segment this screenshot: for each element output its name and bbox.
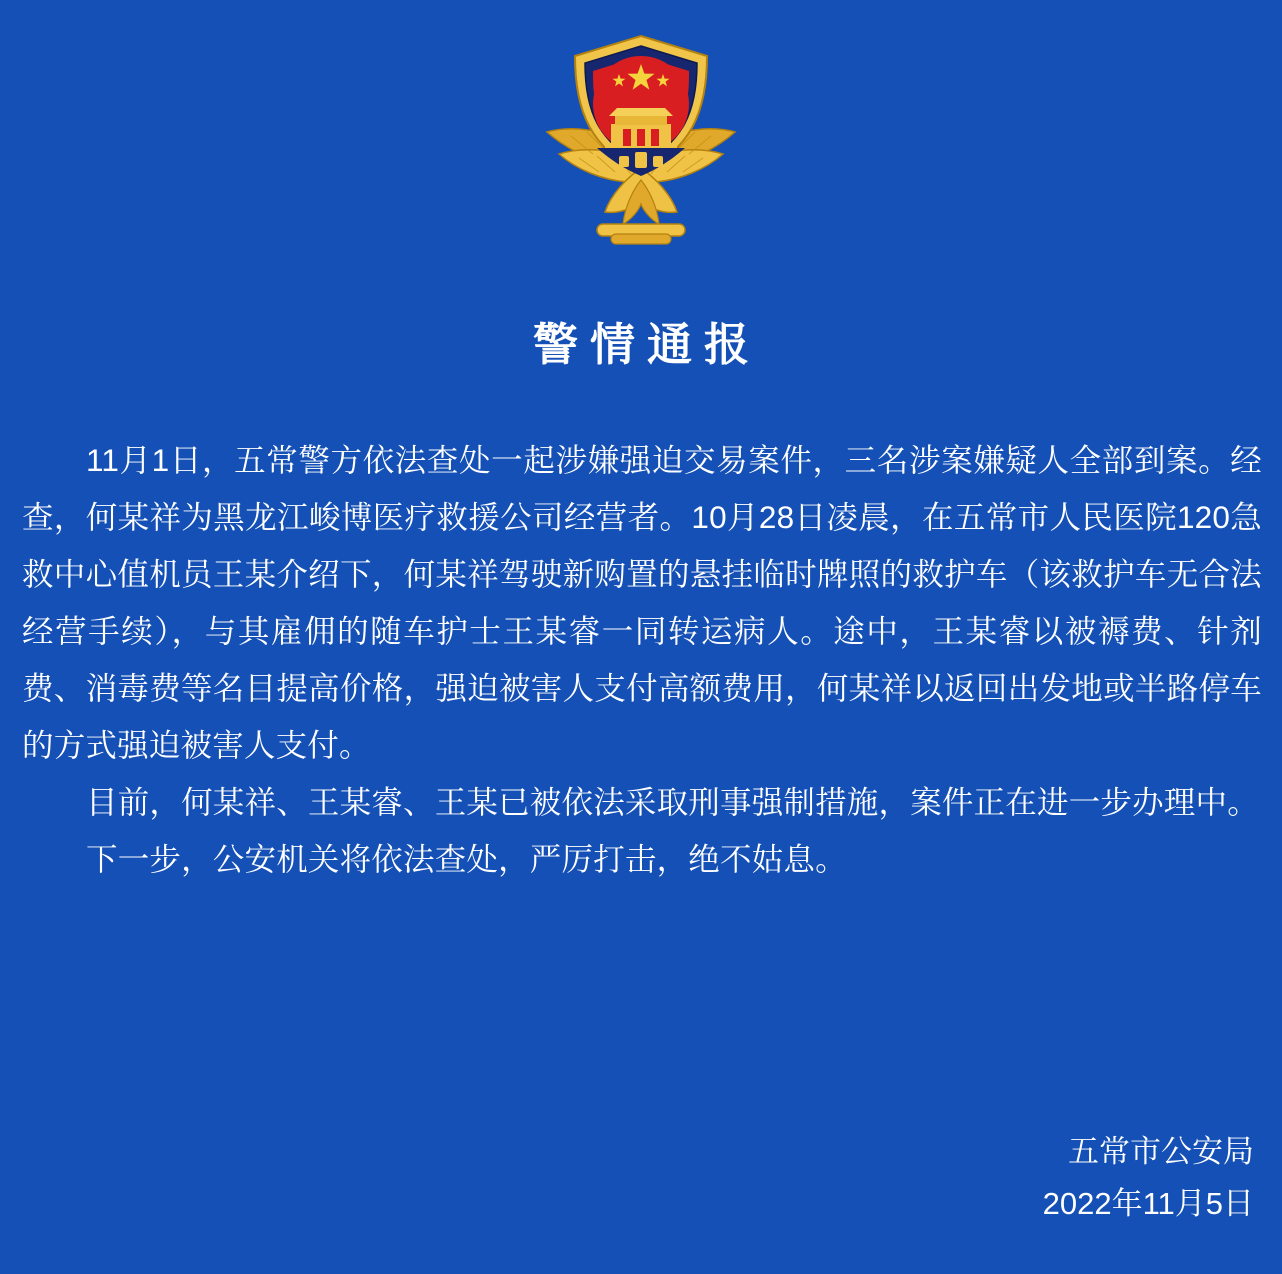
page-title: 警情通报: [532, 320, 761, 370]
china-police-badge-icon: [531, 28, 751, 254]
notice-body: [22, 432, 1262, 888]
notice-paragraph-1: 11月1日，五常警方依法查处一起涉嫌强迫交易案件，三名涉案嫌疑人全部到案。经查，何某祥为黑龙江峻博医疗救援公司经营者。10月28日凌晨，在五常市人民医院120急救中心值机员王某介绍下，何某祥驾驶新购置的悬挂临时牌照的救护车（该救护车无合法经营手续），与其雇佣的随车护士王某睿一同转运病人。途中，王某睿以被褥费、针剂费、消毒费等名目提高价格，强迫被害人支付高额费用，何某祥以返回出发地或半路停车的方式强迫被害人支付。: [22, 442, 1262, 763]
notice-paragraph-3: 下一步，公安机关将依法查处，严厉打击，绝不姑息。: [86, 841, 847, 877]
emblem-container: [0, 28, 1282, 254]
signature-block: [1043, 1126, 1254, 1230]
issuing-organization: 五常市公安局: [1068, 1134, 1254, 1169]
notice-paragraph-2: 目前，何某祥、王某睿、王某已被依法采取刑事强制措施，案件正在进一步办理中。: [86, 784, 1259, 820]
issue-date: 2022年11月5日: [1042, 1186, 1254, 1221]
